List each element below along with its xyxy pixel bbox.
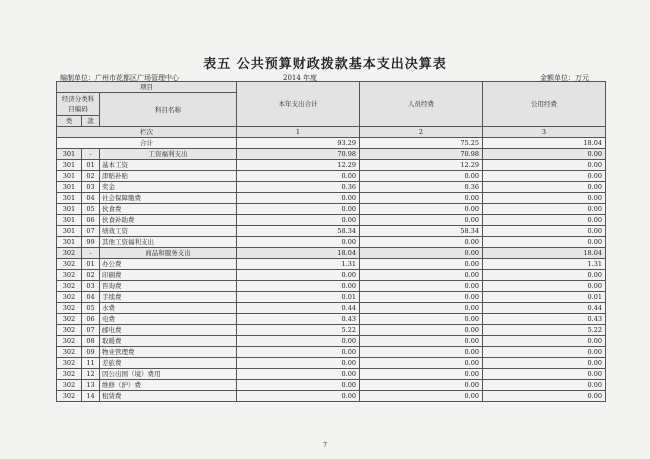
total-cell: 0.00 bbox=[237, 358, 360, 369]
table-row bbox=[57, 182, 606, 193]
total-cell: 0.00 bbox=[237, 281, 360, 292]
personnel-cell: 0.00 bbox=[360, 204, 483, 215]
subject-name-cell: 工资福利支出 bbox=[100, 149, 237, 160]
personnel-cell: 58.34 bbox=[360, 226, 483, 237]
section-code-cell: 07 bbox=[82, 226, 100, 237]
category-row bbox=[57, 248, 606, 259]
personnel-cell: 0.00 bbox=[360, 347, 483, 358]
header-col-3: 3 bbox=[483, 127, 606, 138]
table-row bbox=[57, 215, 606, 226]
table-row bbox=[57, 226, 606, 237]
public-cell: 0.00 bbox=[483, 171, 606, 182]
total-cell: 0.00 bbox=[237, 369, 360, 380]
table-row bbox=[57, 204, 606, 215]
public-cell: 0.00 bbox=[483, 204, 606, 215]
table-row bbox=[57, 292, 606, 303]
personnel-cell: 12.29 bbox=[360, 160, 483, 171]
public-cell: 0.43 bbox=[483, 314, 606, 325]
header-class: 类 bbox=[57, 116, 82, 127]
section-code-cell: 14 bbox=[82, 391, 100, 402]
subject-name-cell: 其他工资福利支出 bbox=[100, 237, 237, 248]
total-cell: 0.44 bbox=[237, 303, 360, 314]
total-cell: 0.00 bbox=[237, 380, 360, 391]
class-code-cell: 302 bbox=[57, 303, 82, 314]
table-row bbox=[57, 259, 606, 270]
class-code-cell: 301 bbox=[57, 237, 82, 248]
personnel-cell: 0.00 bbox=[360, 380, 483, 391]
personnel-cell: 0.00 bbox=[360, 193, 483, 204]
section-code-cell: 05 bbox=[82, 303, 100, 314]
section-code-cell: 13 bbox=[82, 380, 100, 391]
public-cell: 0.00 bbox=[483, 380, 606, 391]
public-cell: 0.00 bbox=[483, 215, 606, 226]
subject-name-cell: 取暖费 bbox=[100, 336, 237, 347]
class-code-cell: 301 bbox=[57, 215, 82, 226]
personnel-cell: 0.00 bbox=[360, 259, 483, 270]
header-personnel: 人员经费 bbox=[360, 82, 483, 127]
public-cell: 0.00 bbox=[483, 391, 606, 402]
header-col-1: 1 bbox=[237, 127, 360, 138]
total-cell: 0.00 bbox=[237, 391, 360, 402]
total-cell: 0.36 bbox=[237, 182, 360, 193]
header-col-index: 栏次 bbox=[57, 127, 237, 138]
subject-name-cell: 维修（护）费 bbox=[100, 380, 237, 391]
header-econ-code: 经济分类科目编码 bbox=[57, 93, 100, 116]
subject-name-cell: 物业管理费 bbox=[100, 347, 237, 358]
section-code-cell: 06 bbox=[82, 314, 100, 325]
header-total: 本年支出合计 bbox=[237, 82, 360, 127]
total-cell: 18.04 bbox=[237, 248, 360, 259]
total-cell: 5.22 bbox=[237, 325, 360, 336]
personnel-cell: 0.00 bbox=[360, 215, 483, 226]
personnel-cell: 70.98 bbox=[360, 149, 483, 160]
personnel-cell: 0.00 bbox=[360, 314, 483, 325]
section-code-cell: 04 bbox=[82, 193, 100, 204]
class-code-cell: 302 bbox=[57, 391, 82, 402]
subject-name-cell: 津贴补贴 bbox=[100, 171, 237, 182]
section-code-cell: 09 bbox=[82, 347, 100, 358]
personnel-cell: 0.00 bbox=[360, 281, 483, 292]
class-code-cell: 302 bbox=[57, 347, 82, 358]
table-row bbox=[57, 303, 606, 314]
section-code-cell: 07 bbox=[82, 325, 100, 336]
personnel-cell: 0.00 bbox=[360, 325, 483, 336]
budget-table bbox=[56, 81, 606, 402]
table-row bbox=[57, 369, 606, 380]
total-cell: 0.43 bbox=[237, 314, 360, 325]
total-label: 合计 bbox=[57, 138, 237, 149]
personnel-cell: 0.00 bbox=[360, 248, 483, 259]
category-row bbox=[57, 149, 606, 160]
subject-name-cell: 办公费 bbox=[100, 259, 237, 270]
class-code-cell: 301 bbox=[57, 193, 82, 204]
public-cell: 0.00 bbox=[483, 358, 606, 369]
public-cell: 0.00 bbox=[483, 347, 606, 358]
section-code-cell: 03 bbox=[82, 182, 100, 193]
fiscal-year: 2014 年度 bbox=[283, 74, 318, 82]
total-cell: 0.00 bbox=[237, 171, 360, 182]
section-code-cell: 05 bbox=[82, 204, 100, 215]
table-row bbox=[57, 237, 606, 248]
total-cell: 0.00 bbox=[237, 347, 360, 358]
subject-name-cell: 水费 bbox=[100, 303, 237, 314]
total-cell: 58.34 bbox=[237, 226, 360, 237]
section-code-cell: 01 bbox=[82, 259, 100, 270]
total-public: 18.04 bbox=[483, 138, 606, 149]
public-cell: 0.00 bbox=[483, 281, 606, 292]
personnel-cell: 0.00 bbox=[360, 292, 483, 303]
subject-name-cell: 咨询费 bbox=[100, 281, 237, 292]
header-item: 项目 bbox=[57, 82, 237, 93]
section-code-cell: - bbox=[82, 248, 100, 259]
public-cell: 0.01 bbox=[483, 292, 606, 303]
subject-name-cell: 奖金 bbox=[100, 182, 237, 193]
page-number: 7 bbox=[323, 442, 327, 449]
class-code-cell: 302 bbox=[57, 358, 82, 369]
total-sum: 93.29 bbox=[237, 138, 360, 149]
total-cell: 0.01 bbox=[237, 292, 360, 303]
class-code-cell: 301 bbox=[57, 171, 82, 182]
total-cell: 0.00 bbox=[237, 237, 360, 248]
subject-name-cell: 绩效工资 bbox=[100, 226, 237, 237]
class-code-cell: 302 bbox=[57, 369, 82, 380]
page-title: 表五 公共预算财政拨款基本支出决算表 bbox=[203, 57, 447, 72]
class-code-cell: 302 bbox=[57, 314, 82, 325]
header-section: 款 bbox=[82, 116, 100, 127]
public-cell: 0.00 bbox=[483, 226, 606, 237]
subject-name-cell: 印刷费 bbox=[100, 270, 237, 281]
public-cell: 0.00 bbox=[483, 336, 606, 347]
section-code-cell: 02 bbox=[82, 171, 100, 182]
section-code-cell: 11 bbox=[82, 358, 100, 369]
total-cell: 70.98 bbox=[237, 149, 360, 160]
section-code-cell: 03 bbox=[82, 281, 100, 292]
class-code-cell: 302 bbox=[57, 259, 82, 270]
subject-name-cell: 伙食费 bbox=[100, 204, 237, 215]
personnel-cell: 0.00 bbox=[360, 369, 483, 380]
class-code-cell: 302 bbox=[57, 325, 82, 336]
subject-name-cell: 邮电费 bbox=[100, 325, 237, 336]
table-row bbox=[57, 314, 606, 325]
total-cell: 0.00 bbox=[237, 204, 360, 215]
header-subject-name: 科目名称 bbox=[100, 93, 237, 127]
public-cell: 0.00 bbox=[483, 160, 606, 171]
table-row bbox=[57, 171, 606, 182]
class-code-cell: 302 bbox=[57, 336, 82, 347]
class-code-cell: 302 bbox=[57, 292, 82, 303]
public-cell: 0.00 bbox=[483, 237, 606, 248]
personnel-cell: 0.00 bbox=[360, 303, 483, 314]
public-cell: 0.00 bbox=[483, 270, 606, 281]
compiling-unit: 编制单位：广州市花都区广场管理中心 bbox=[60, 74, 179, 82]
section-code-cell: - bbox=[82, 149, 100, 160]
table-row bbox=[57, 281, 606, 292]
public-cell: 0.44 bbox=[483, 303, 606, 314]
table-row bbox=[57, 347, 606, 358]
total-cell: 0.00 bbox=[237, 193, 360, 204]
table-row bbox=[57, 336, 606, 347]
table-row bbox=[57, 380, 606, 391]
public-cell: 0.00 bbox=[483, 193, 606, 204]
total-cell: 0.00 bbox=[237, 336, 360, 347]
section-code-cell: 02 bbox=[82, 270, 100, 281]
public-cell: 1.31 bbox=[483, 259, 606, 270]
section-code-cell: 12 bbox=[82, 369, 100, 380]
personnel-cell: 0.00 bbox=[360, 336, 483, 347]
section-code-cell: 01 bbox=[82, 160, 100, 171]
subject-name-cell: 手续费 bbox=[100, 292, 237, 303]
header-col-2: 2 bbox=[360, 127, 483, 138]
table-row bbox=[57, 160, 606, 171]
class-code-cell: 301 bbox=[57, 149, 82, 160]
table-row bbox=[57, 358, 606, 369]
table-row bbox=[57, 391, 606, 402]
table-row bbox=[57, 193, 606, 204]
class-code-cell: 301 bbox=[57, 226, 82, 237]
class-code-cell: 301 bbox=[57, 160, 82, 171]
total-cell: 1.31 bbox=[237, 259, 360, 270]
total-cell: 0.00 bbox=[237, 215, 360, 226]
personnel-cell: 0.00 bbox=[360, 171, 483, 182]
personnel-cell: 0.00 bbox=[360, 237, 483, 248]
subject-name-cell: 电费 bbox=[100, 314, 237, 325]
personnel-cell: 0.00 bbox=[360, 358, 483, 369]
subject-name-cell: 租赁费 bbox=[100, 391, 237, 402]
public-cell: 0.00 bbox=[483, 369, 606, 380]
header-public: 公用经费 bbox=[483, 82, 606, 127]
personnel-cell: 0.00 bbox=[360, 270, 483, 281]
section-code-cell: 08 bbox=[82, 336, 100, 347]
subject-name-cell: 社会保障缴费 bbox=[100, 193, 237, 204]
class-code-cell: 302 bbox=[57, 281, 82, 292]
subject-name-cell: 差旅费 bbox=[100, 358, 237, 369]
class-code-cell: 301 bbox=[57, 182, 82, 193]
total-cell: 0.00 bbox=[237, 270, 360, 281]
class-code-cell: 301 bbox=[57, 204, 82, 215]
subject-name-cell: 基本工资 bbox=[100, 160, 237, 171]
public-cell: 5.22 bbox=[483, 325, 606, 336]
subject-name-cell: 商品和服务支出 bbox=[100, 248, 237, 259]
section-code-cell: 04 bbox=[82, 292, 100, 303]
class-code-cell: 302 bbox=[57, 270, 82, 281]
section-code-cell: 99 bbox=[82, 237, 100, 248]
class-code-cell: 302 bbox=[57, 380, 82, 391]
amount-unit: 金额单位：万元 bbox=[540, 74, 589, 82]
public-cell: 18.04 bbox=[483, 248, 606, 259]
public-cell: 0.00 bbox=[483, 149, 606, 160]
class-code-cell: 302 bbox=[57, 248, 82, 259]
public-cell: 0.00 bbox=[483, 182, 606, 193]
section-code-cell: 06 bbox=[82, 215, 100, 226]
personnel-cell: 0.36 bbox=[360, 182, 483, 193]
total-personnel: 75.25 bbox=[360, 138, 483, 149]
table-row bbox=[57, 270, 606, 281]
total-cell: 12.29 bbox=[237, 160, 360, 171]
personnel-cell: 0.00 bbox=[360, 391, 483, 402]
table-row bbox=[57, 325, 606, 336]
subject-name-cell: 伙食补助费 bbox=[100, 215, 237, 226]
subject-name-cell: 因公出国（境）费用 bbox=[100, 369, 237, 380]
